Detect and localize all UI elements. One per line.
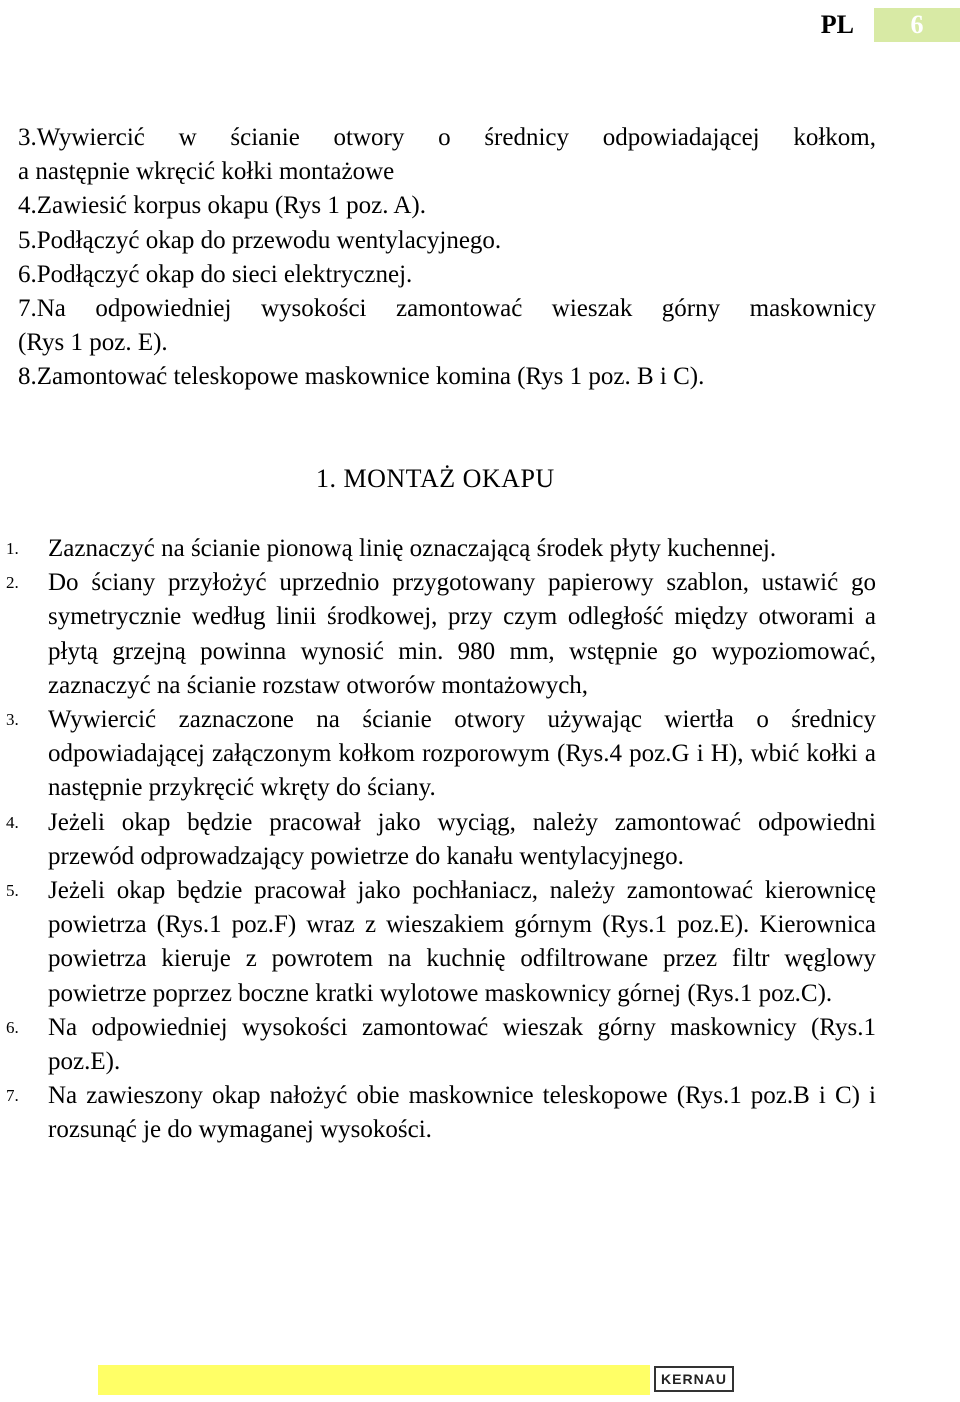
step-item [6, 806, 876, 874]
step-number: 1. [6, 539, 19, 558]
step-text: Jeżeli okap będzie pracował jako pochłaniacz, należy zamontować kierownicę powietrza (Rys.1 poz.F) wraz z wieszakiem górnym (Rys.1 poz.E). Kierownica powietrza kieruje z powrotem na kuchnię odfiltrowane przez filtr węglowy powietrze poprzez boczne kratki wylotowe maskownicy górnej (Rys.1 poz.C). [48, 877, 876, 1007]
step-number: 5. [6, 881, 19, 901]
step-text: Na zawieszony okap nałożyć obie maskownice teleskopowe (Rys.1 poz.B i C) i rozsunąć je do wymaganej wysokości. [48, 1082, 876, 1144]
intro-line: 6.Podłączyć okap do sieci elektrycznej. [18, 260, 413, 288]
section-title: 1. MONTAŻ OKAPU [316, 464, 555, 493]
footer-bar [98, 1365, 650, 1395]
intro-line: 4.Zawiesić korpus okapu (Rys 1 poz. A). [18, 192, 426, 220]
step-text: Zaznaczyć na ścianie pionową linię oznaczającą środek płyty kuchennej. [48, 535, 777, 562]
page-number: 6 [874, 8, 960, 42]
step-number: 4. [6, 812, 19, 832]
intro-line: (Rys 1 poz. E). [18, 329, 168, 357]
step-number: 7. [6, 1086, 19, 1106]
intro-line: 5.Podłączyć okap do przewodu wentylacyjnego. [18, 226, 502, 254]
language-label: PL [820, 10, 854, 39]
step-item [6, 703, 876, 806]
intro-line: a następnie wkręcić kołki montażowe [18, 158, 395, 186]
step-text: Wywiercić zaznaczone na ścianie otwory używając wiertła o średnicy odpowiadającej załączonym kołkom rozporowym (Rys.4 poz.G i H), wbić kołki a następnie przykręcić wkręty do ściany. [48, 706, 876, 802]
step-item [6, 874, 876, 1011]
step-text: Na odpowiedniej wysokości zamontować wieszak górny maskownicy (Rys.1 poz.E). [48, 1013, 876, 1076]
intro-line: 8.Zamontować teleskopowe maskownice komina (Rys 1 poz. B i C). [18, 363, 705, 391]
step-item [6, 1079, 876, 1147]
step-text: Do ściany przyłożyć uprzednio przygotowany papierowy szablon, ustawić go symetrycznie według linii środkowej, przy czym odległość między otworami a płytą grzejną powinna wynosić min. 980 mm, wstępnie go wypoziomować, zaznaczyć na ścianie rozstaw otworów montażowych, [48, 569, 876, 699]
brand-logo: KERNAU [654, 1366, 734, 1392]
intro-line: 7.Na odpowiedniej wysokości zamontować wieszak górny maskownicy [18, 295, 876, 323]
intro-steps [18, 121, 876, 395]
page-header [821, 8, 960, 42]
installation-steps [6, 532, 876, 1148]
step-item [6, 566, 876, 703]
step-number: 3. [6, 710, 19, 730]
step-number: 6. [6, 1017, 19, 1037]
intro-line: 3.Wywiercić w ścianie otwory o średnicy odpowiadającej kołkom, [18, 124, 876, 151]
step-item [6, 1011, 876, 1079]
step-number: 2. [6, 573, 19, 593]
step-text: Jeżeli okap będzie pracował jako wyciąg, należy zamontować odpowiedni przewód odprowadzający powietrze do kanału wentylacyjnego. [48, 808, 876, 870]
step-item [6, 532, 876, 566]
